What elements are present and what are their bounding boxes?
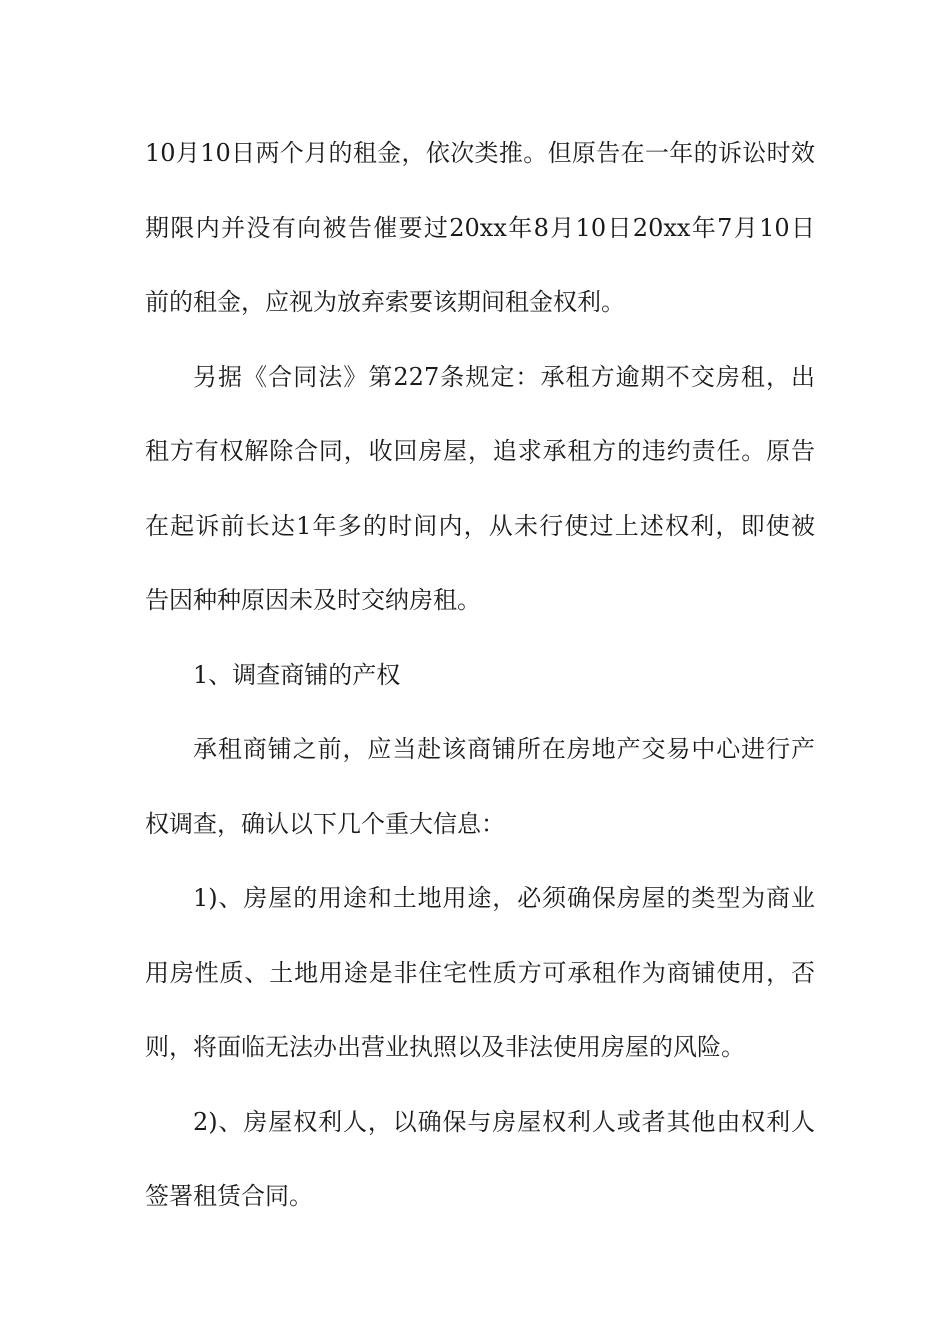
text-line: 租方有权解除合同，收回房屋，追求承租方的违约责任。原告	[145, 437, 815, 465]
text-line: 前的租金，应视为放弃索要该期间租金权利。	[145, 288, 625, 316]
text-line: 承租商铺之前，应当赴该商铺所在房地产交易中心进行产	[193, 735, 815, 763]
text-line: 用房性质、土地用途是非住宅性质方可承租作为商铺使用，否	[145, 958, 815, 987]
text-line: 签署租赁合同。	[145, 1182, 313, 1210]
text-line: 1、调查商铺的产权	[193, 660, 401, 689]
text-line: 1)、房屋的用途和土地用途，必须确保房屋的类型为商业	[193, 884, 815, 912]
text-line: 则，将面临无法办出营业执照以及非法使用房屋的风险。	[145, 1033, 745, 1061]
text-line: 另据《合同法》第227条规定：承租方逾期不交房租，出	[193, 362, 815, 391]
document-body	[145, 127, 815, 1245]
text-line: 2)、房屋权利人，以确保与房屋权利人或者其他由权利人	[193, 1107, 815, 1136]
text-line: 在起诉前长达1年多的时间内，从未行使过上述权利，即使被	[145, 511, 815, 540]
text-line: 告因种种原因未及时交纳房租。	[145, 586, 481, 614]
text-line: 期限内并没有向被告催要过20xx年8月10日20xx年7月10日	[145, 213, 815, 242]
text-line: 权调查，确认以下几个重大信息：	[145, 809, 505, 838]
text-line: 10月10日两个月的租金，依次类推。但原告在一年的诉讼时效	[145, 139, 815, 167]
